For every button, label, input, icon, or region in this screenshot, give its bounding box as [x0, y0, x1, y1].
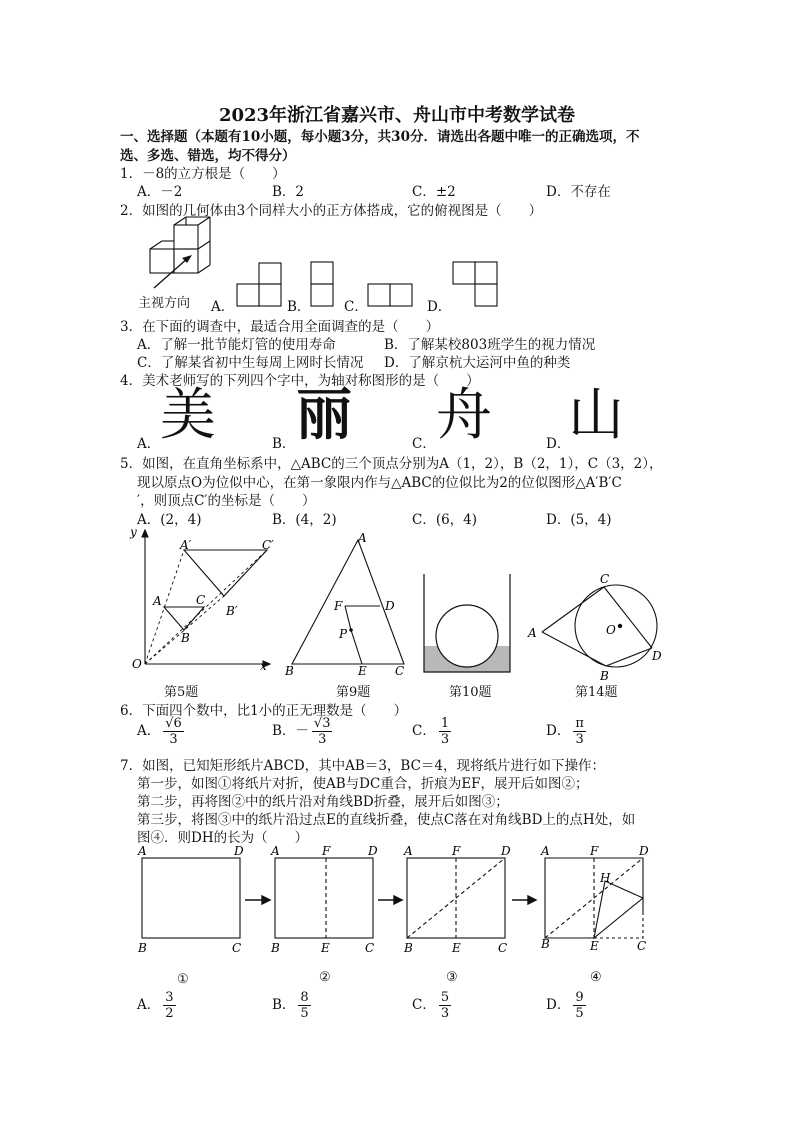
f7-2-label-a: A	[271, 844, 280, 858]
f7-4-label-d: D	[639, 844, 649, 858]
q4-char-b: 丽	[296, 383, 352, 448]
q2-option-b-figure	[310, 261, 336, 309]
f7-4-label-a: A	[541, 844, 550, 858]
f7-2-label-e: E	[321, 941, 330, 955]
f5-label-b: B	[181, 631, 190, 645]
q2-stem: 2．如图的几何体由3个同样大小的正方体搭成，它的俯视图是（ ）	[120, 203, 543, 219]
figure-q5	[120, 524, 280, 676]
f5-label-y: y	[130, 525, 137, 539]
f7-2-label-d: D	[368, 844, 378, 858]
q7-option-d: D． $\frac{9}{5}$	[546, 990, 584, 1021]
page-title: 2023年浙江省嘉兴市、舟山市中考数学试卷	[218, 105, 576, 126]
q4-option-b: B．	[272, 436, 296, 452]
q5-option-a: A．(2，4)	[137, 512, 202, 528]
f7-1-label-b: B	[138, 941, 147, 955]
f5-label-b-prime: B′	[226, 604, 238, 618]
f9-label-d: D	[385, 599, 395, 613]
q2-option-a-figure	[236, 262, 284, 308]
q6-option-c: C． $\frac{1}{3}$	[412, 716, 450, 747]
q1-option-b: B．2	[272, 184, 305, 200]
f7-3-label-c: C	[498, 941, 508, 955]
f7-3-label-e: E	[452, 941, 461, 955]
q7-fig-number-4: ④	[590, 970, 602, 985]
q7-stem-line3: 第二步，再将图②中的纸片沿对角线BD折叠，展开后如图③；	[137, 794, 509, 810]
q7-fig-number-1: ①	[177, 972, 189, 987]
q1-option-c: C．±2	[412, 184, 456, 200]
q2-solid-figure	[136, 214, 236, 294]
figure-q10	[418, 570, 518, 676]
q7-fig-number-3: ③	[446, 970, 458, 985]
q4-option-d: D．	[546, 436, 571, 452]
q7-option-a: A． $\frac{3}{2}$	[137, 990, 174, 1021]
q6-option-d: D． $\frac{\pi}{3}$	[546, 716, 584, 747]
q5-option-d: D．(5，4)	[546, 512, 612, 528]
f14-label-o: O	[606, 623, 616, 637]
q1-option-a: A．－2	[137, 184, 183, 200]
q6-option-b: B．－ $\frac{√3}{3}$	[272, 716, 331, 747]
f5-label-o: O	[132, 657, 142, 671]
caption-fig5: 第5题	[164, 685, 199, 700]
q3-option-a: A．了解一批节能灯管的使用寿命	[137, 337, 336, 353]
f7-2-label-c: C	[365, 941, 375, 955]
f9-label-b: B	[285, 664, 294, 677]
q6-stem: 6．下面四个数中，比1小的正无理数是（ ）	[120, 703, 408, 719]
q3-option-b: B．了解某校803班学生的视力情况	[384, 337, 596, 353]
q5-stem-line3: ′，则顶点C′的坐标是（ ）	[137, 493, 316, 509]
q7-figures	[132, 840, 672, 960]
q5-stem-line2: 现以原点O为位似中心，在第一象限内作与△ABC的位似比为2的位似图形△A′B′C	[137, 475, 622, 491]
f5-label-x: x	[260, 659, 267, 673]
q6-option-a: A． $\frac{√6}{3}$	[137, 716, 182, 747]
q4-char-c: 舟	[436, 383, 492, 448]
q2-option-d: D．	[427, 299, 452, 315]
q5-option-c: C．(6，4)	[412, 512, 478, 528]
f7-4-label-h: H	[600, 871, 611, 885]
f9-label-c: C	[395, 664, 405, 677]
f7-3-label-a: A	[404, 844, 413, 858]
caption-fig10: 第10题	[449, 685, 492, 700]
view-direction-label: 主视方向	[138, 296, 191, 311]
q7-fig-number-2: ②	[319, 970, 331, 985]
q5-stem-line1: 5．如图，在直角坐标系中，△ABC的三个顶点分别为A（1，2），B（2，1），C（3，2），	[120, 456, 663, 472]
q1-option-d: D．不存在	[546, 184, 611, 200]
q7-stem-line1: 7．如图，已知矩形纸片ABCD，其中AB＝3，BC＝4，现将纸片进行如下操作：	[120, 758, 606, 774]
f5-label-c-prime: C′	[262, 538, 274, 552]
f14-label-d: D	[652, 649, 662, 663]
q7-stem-line2: 第一步，如图①将纸片对折，使AB与DC重合，折痕为EF，展开后如图②；	[137, 776, 589, 792]
q4-char-a: 美	[160, 383, 216, 448]
q2-option-b: B．	[287, 299, 311, 315]
q3-option-d: D．了解京杭大运河中鱼的种类	[384, 355, 571, 371]
f7-2-label-b: B	[271, 941, 280, 955]
f5-label-a-prime: A′	[180, 538, 192, 552]
q7-option-b: B． $\frac{8}{5}$	[272, 990, 309, 1021]
f7-1-label-d: D	[234, 844, 244, 858]
f7-3-label-f: F	[452, 844, 461, 858]
f5-label-c: C	[196, 593, 206, 607]
q2-option-c-figure	[367, 283, 415, 309]
q2-option-a: A．	[211, 299, 235, 315]
section-heading: 一、选择题（本题有10小题，每小题3分，共30分．请选出各题中唯一的正确选项，不	[120, 129, 640, 145]
f5-label-a: A	[153, 594, 162, 608]
f7-1-label-c: C	[232, 941, 242, 955]
f9-label-e: E	[358, 664, 367, 677]
f7-3-label-d: D	[501, 844, 511, 858]
figure-q14	[524, 568, 674, 680]
f7-3-label-b: B	[404, 941, 413, 955]
q3-stem: 3．在下面的调查中，最适合用全面调查的是（ ）	[120, 319, 440, 335]
f14-label-b: B	[600, 669, 609, 680]
q2-option-c: C．	[344, 299, 368, 315]
f9-label-f: F	[334, 599, 343, 613]
q2-option-d-figure	[452, 261, 500, 309]
q7-stem-line5: 图④．则DH的长为（ ）	[137, 830, 309, 846]
q3-option-c: C．了解某省初中生每周上网时长情况	[137, 355, 364, 371]
q7-option-c: C． $\frac{5}{3}$	[412, 990, 450, 1021]
f9-label-a: A	[358, 532, 367, 545]
q4-char-d: 山	[568, 383, 624, 448]
q1-stem: 1．－8的立方根是（ ）	[120, 166, 286, 182]
q4-option-a: A．	[137, 436, 161, 452]
f7-4-label-c: C	[637, 939, 647, 953]
f7-2-label-f: F	[322, 844, 331, 858]
f9-label-p: P	[339, 627, 348, 641]
q4-stem: 4．美术老师写的下列四个字中，为轴对称图形的是（ ）	[120, 373, 480, 389]
q4-option-c: C．	[412, 436, 436, 452]
section-heading-cont: 选、多选、错选，均不得分）	[120, 148, 296, 164]
f7-1-label-a: A	[138, 844, 147, 858]
caption-fig9: 第9题	[336, 685, 371, 700]
q7-stem-line4: 第三步，将图③中的纸片沿过点E的直线折叠，使点C落在对角线BD上的点H处，如	[137, 812, 636, 828]
f14-label-a: A	[528, 626, 537, 640]
q5-option-b: B．(4，2)	[272, 512, 337, 528]
f14-label-c: C	[600, 572, 610, 586]
f7-4-label-b: B	[541, 937, 550, 951]
f7-4-label-f: F	[590, 844, 599, 858]
figure-q9	[282, 532, 412, 677]
f7-4-label-e: E	[590, 939, 599, 953]
caption-fig14: 第14题	[575, 685, 618, 700]
